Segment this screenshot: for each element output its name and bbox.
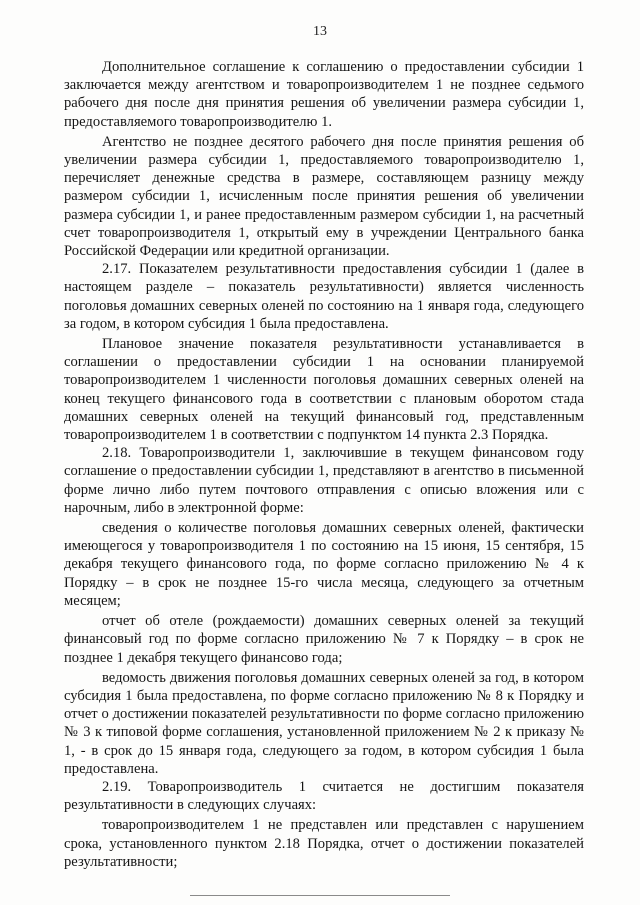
paragraph: ведомость движения поголовья домашних северных оленей за год, в котором субсидия 1 была предоставлена, по форме согласно приложению № 8 к Порядку и отчет о достижении показателей результативности по форме согласно приложению № 3 к типовой форме соглашения, установленной приложением № 2 к приказу № 1, - в срок до 15 января года, следующего за годом, в котором субсидия 1 была предоставлена. [64,669,584,777]
page-number: 13 [313,24,327,39]
paragraph: Дополнительное соглашение к соглашению о предоставлении субсидии 1 заключается между агентством и товаропроизводителем 1 не позднее седьмого рабочего дня после дня принятия решения об увеличении размера субсидии 1, предоставляемого товаропроизводителю 1. [64,59,584,130]
scan-edge-line [190,895,450,896]
paragraph: Плановое значение показателя результативности устанавливается в соглашении о предоставлении субсидии 1 на основании планируемой товаропроизводителем 1 численности поголовья домашних северных оленей на конец текущего финансового года в соответствии с плановым оборотом стада домашних северных оленей на текущий финансовый год, представленным товаропроизводителем 1 в соответствии с подпунктом 14 пункта 2.3 Порядка. [64,336,584,444]
paragraph: сведения о количестве поголовья домашних северных оленей, фактически имеющегося у товаропроизводителя 1 по состоянию на 15 июня, 15 сентября, 15 декабря текущего финансового года, по форме согласно приложению № 4 к Порядку – в срок не позднее 15-го числа месяца, следующего за отчетным месяцем; [64,520,584,609]
document-body [64,58,584,871]
paragraph: 2.19. Товаропроизводитель 1 считается не достигшим показателя результативности в следующих случаях: [64,778,584,814]
paragraph: отчет об отеле (рождаемости) домашних северных оленей за текущий финансовый год по форме согласно приложению № 7 к Порядку – в срок не позднее 1 декабря текущего финансово года; [64,613,584,666]
paragraph: Агентство не позднее десятого рабочего дня после принятия решения об увеличении размера субсидии 1, предоставляемого товаропроизводителю 1, перечисляет денежные средства в размере, составляющем разницу между размером субсидии 1, исчисленным после принятия решения об увеличении размера субсидии 1, и ранее предоставленным размером субсидии 1, на расчетный счет товаропроизводителя 1, открытый ему в учреждении Центрального банка Российской Федерации или кредитной организации. [64,133,584,260]
paragraph: 2.18. Товаропроизводители 1, заключившие в текущем финансовом году соглашение о предоставлении субсидии 1, представляют в агентство в письменной форме лично либо путем почтового отправления с описью вложения или с нарочным, либо в электронной форме: [64,445,584,516]
paragraph: 2.17. Показателем результативности предоставления субсидии 1 (далее в настоящем разделе – показатель результативности) является численность поголовья домашних северных оленей по состоянию на 1 января года, следующего за годом, в котором субсидия 1 была предоставлена. [64,261,584,332]
paragraph: товаропроизводителем 1 не представлен или представлен с нарушением срока, установленного пунктом 2.18 Порядка, отчет о достижении показателей результативности; [64,817,584,870]
